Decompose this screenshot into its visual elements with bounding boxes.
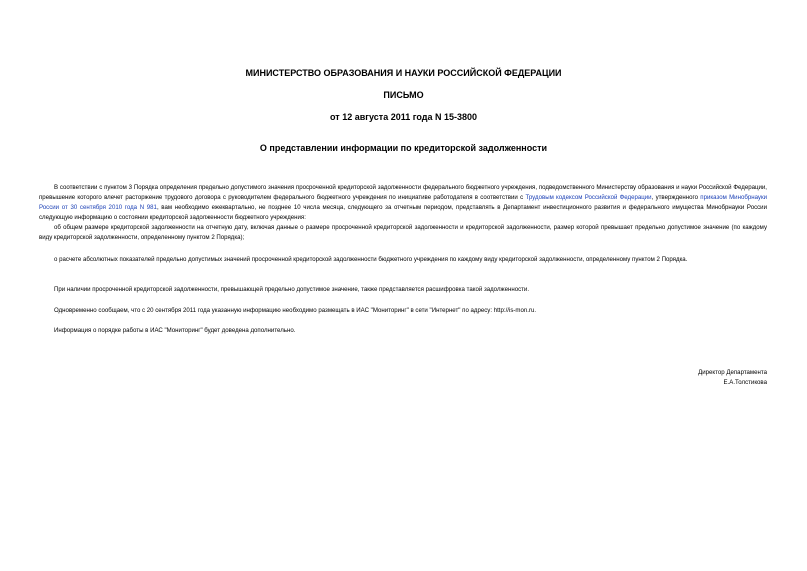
document-type: ПИСЬМО bbox=[383, 90, 424, 100]
signature-title: Директор Департамента bbox=[698, 369, 767, 376]
signature-block bbox=[698, 368, 767, 388]
ministry-order-link[interactable]: приказом Минобрнауки России от 30 сентября 2010 года N 981 bbox=[39, 194, 768, 211]
paragraph-6: Информация о порядке работы в ИАС "Мониторинг" будет доведена дополнительно. bbox=[54, 327, 296, 334]
document-date-number: от 12 августа 2011 года N 15-3800 bbox=[330, 112, 477, 122]
paragraph-2: об общем размере кредиторской задолженности на отчетную дату, включая данные о размере просроченной кредиторской задолженности и кредиторской задолженности, размер которой превышает предельно допустимое значение (по каждому виду кредиторской задолженности, определенному пунктом 2 Порядка); bbox=[39, 224, 767, 241]
document-subject: О представлении информации по кредиторской задолженности bbox=[259, 143, 548, 153]
signature-name: Е.А.Толстикова bbox=[723, 379, 767, 386]
labor-code-link[interactable]: Трудовым кодексом Российской Федерации bbox=[525, 194, 652, 201]
paragraph-4: При наличии просроченной кредиторской задолженности, превышающей предельно допустимое значение, также представляется расшифровка такой задолженности. bbox=[54, 286, 530, 293]
paragraph-1-text-c: , вам необходимо ежеквартально, не позднее 10 числа месяца, следующего за отчетным периодом, представлять в Департамент инвестиционного развития и федерального имущества Минобрнауки России следующую информацию о состоянии кредиторской задолженности бюджетного учреждения: bbox=[39, 204, 767, 221]
paragraph-3: о расчете абсолютных показателей предельно допустимых значений просроченной кредиторской задолженности бюджетного учреждения по каждому виду кредиторской задолженности, определенному пунктом 2 Порядка. bbox=[54, 256, 688, 263]
paragraph-1 bbox=[39, 183, 767, 223]
ministry-heading: МИНИСТЕРСТВО ОБРАЗОВАНИЯ И НАУКИ РОССИЙСКОЙ ФЕДЕРАЦИИ bbox=[245, 68, 562, 78]
paragraph-5: Одновременно сообщаем, что с 20 сентября 2011 года указанную информацию необходимо размещать в ИАС "Мониторинг" в сети "Интернет" по адресу: http://is-mon.ru. bbox=[54, 307, 537, 314]
paragraph-1-text-a: В соответствии с пунктом 3 Порядка определения предельно допустимого значения просроченной кредиторской задолженности федерального бюджетного учреждения, подведомственного Министерству образования и науки Российской Федерации, превышение которого влечет расторжение трудового договора с руководителем федерального бюджетного учреждения по инициативе работодателя в соответствии с bbox=[39, 184, 767, 201]
paragraph-1-text-b: , утвержденного bbox=[651, 194, 701, 201]
